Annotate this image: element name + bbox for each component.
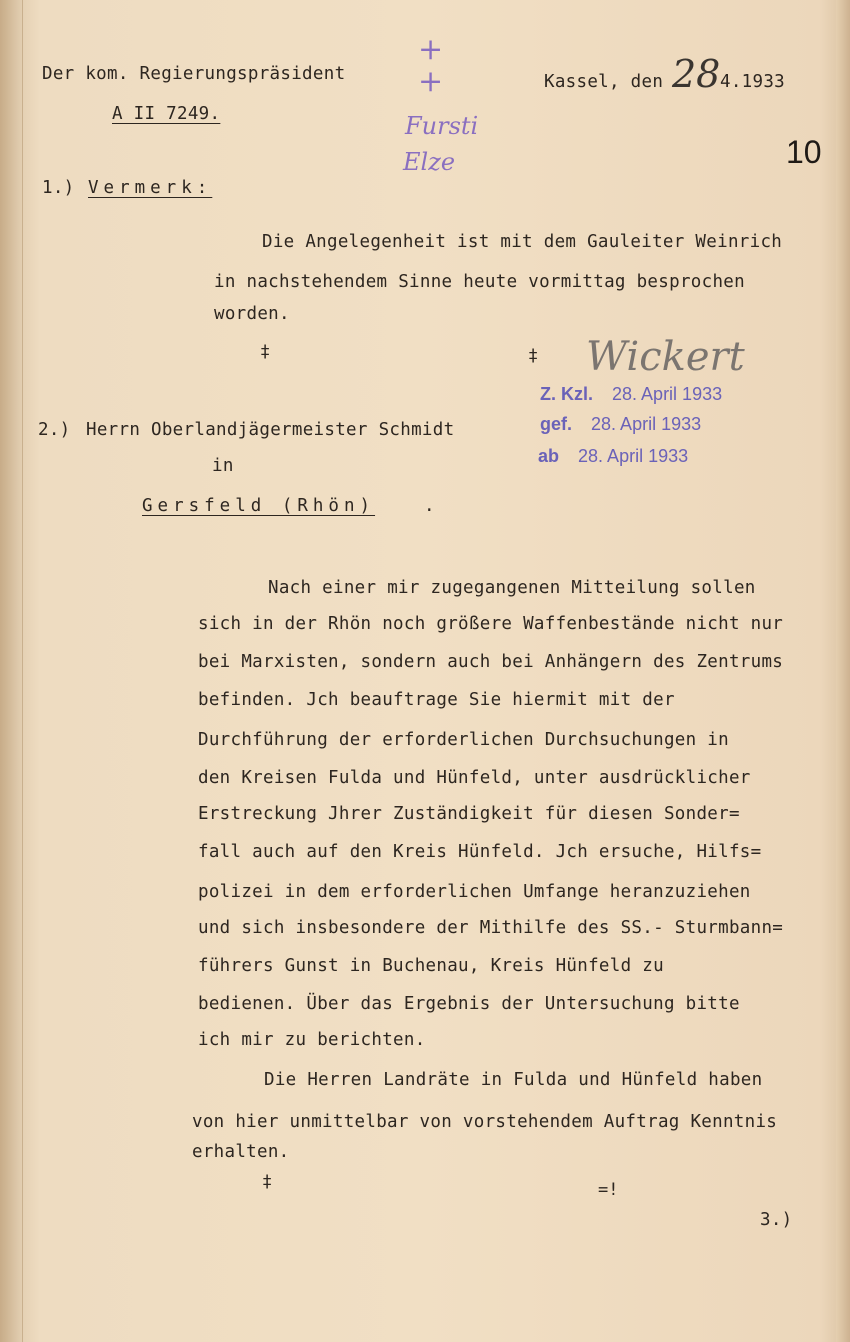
pencil-cross-2: + bbox=[418, 64, 444, 99]
separator-left: ‡ bbox=[260, 342, 271, 362]
stamp-label: gef. bbox=[540, 414, 573, 434]
item1-heading: Vermerk: bbox=[88, 178, 213, 198]
body-line: bei Marxisten, sondern auch bei Anhängern des Zentrums bbox=[198, 652, 784, 672]
item2-addressee: Herrn Oberlandjägermeister Schmidt bbox=[86, 420, 455, 440]
body-line: ich mir zu berichten. bbox=[198, 1030, 426, 1050]
body-line: erhalten. bbox=[192, 1142, 290, 1162]
stamp-z-kzl bbox=[540, 384, 722, 405]
left-page-edge bbox=[0, 0, 23, 1342]
stamp-date: 28. April 1933 bbox=[612, 384, 723, 404]
stamp-gef bbox=[540, 414, 701, 435]
pencil-initials-2: Elze bbox=[403, 148, 456, 176]
stamp-ab bbox=[538, 446, 688, 467]
date-rest: 4.1933 bbox=[720, 72, 786, 92]
item1-label: 1.) bbox=[42, 178, 75, 198]
separator-right: ‡ bbox=[528, 346, 539, 366]
body-line: von hier unmittelbar von vorstehendem Auftrag Kenntnis bbox=[192, 1112, 778, 1132]
page-number: 10 bbox=[786, 134, 822, 170]
item1-line-3: worden. bbox=[214, 304, 290, 324]
item1-line-2: in nachstehendem Sinne heute vormittag besprochen bbox=[214, 272, 745, 292]
stamp-label: Z. Kzl. bbox=[540, 384, 593, 404]
body-line: führers Gunst in Buchenau, Kreis Hünfeld zu bbox=[198, 956, 664, 976]
stamp-label: ab bbox=[538, 446, 560, 466]
handwritten-date-day: 28 bbox=[672, 52, 721, 96]
body-line: befinden. Jch beauftrage Sie hiermit mit der bbox=[198, 690, 675, 710]
body-line: den Kreisen Fulda und Hünfeld, unter ausdrücklicher bbox=[198, 768, 751, 788]
file-number: A II 7249. bbox=[112, 104, 221, 124]
pencil-cross-1: + bbox=[418, 32, 444, 67]
item2-label: 2.) bbox=[38, 420, 71, 440]
item2-place: Gersfeld (Rhön) bbox=[142, 496, 376, 516]
body-line: fall auch auf den Kreis Hünfeld. Jch ersuche, Hilfs= bbox=[198, 842, 762, 862]
body-line: Durchführung der erforderlichen Durchsuchungen in bbox=[198, 730, 729, 750]
separator-bottom-right: =! bbox=[598, 1180, 619, 1200]
body-line: Die Herren Landräte in Fulda und Hünfeld haben bbox=[264, 1070, 763, 1090]
pencil-initials-1: Fursti bbox=[405, 112, 479, 140]
body-line: sich in der Rhön noch größere Waffenbestände nicht nur bbox=[198, 614, 784, 634]
body-line: Erstreckung Jhrer Zuständigkeit für diesen Sonder= bbox=[198, 804, 740, 824]
stamp-date: 28. April 1933 bbox=[578, 446, 689, 466]
body-line: und sich insbesondere der Mithilfe des SS.- Sturmbann= bbox=[198, 918, 784, 938]
body-line: bedienen. Über das Ergebnis der Untersuchung bitte bbox=[198, 994, 740, 1014]
separator-bottom-left: ‡ bbox=[262, 1172, 273, 1192]
item2-in: in bbox=[212, 456, 234, 476]
body-line: polizei in dem erforderlichen Umfange heranzuziehen bbox=[198, 882, 751, 902]
item1-line-1: Die Angelegenheit ist mit dem Gauleiter Weinrich bbox=[262, 232, 783, 252]
right-page-edge bbox=[836, 0, 850, 1342]
place-date-prefix: Kassel, den bbox=[544, 72, 664, 92]
item2-place-end: . bbox=[424, 496, 435, 516]
signature: Wickert bbox=[586, 334, 745, 380]
sender-line: Der kom. Regierungspräsident bbox=[42, 64, 346, 84]
next-item-label: 3.) bbox=[760, 1210, 793, 1230]
stamp-date: 28. April 1933 bbox=[591, 414, 702, 434]
body-line: Nach einer mir zugegangenen Mitteilung sollen bbox=[268, 578, 756, 598]
